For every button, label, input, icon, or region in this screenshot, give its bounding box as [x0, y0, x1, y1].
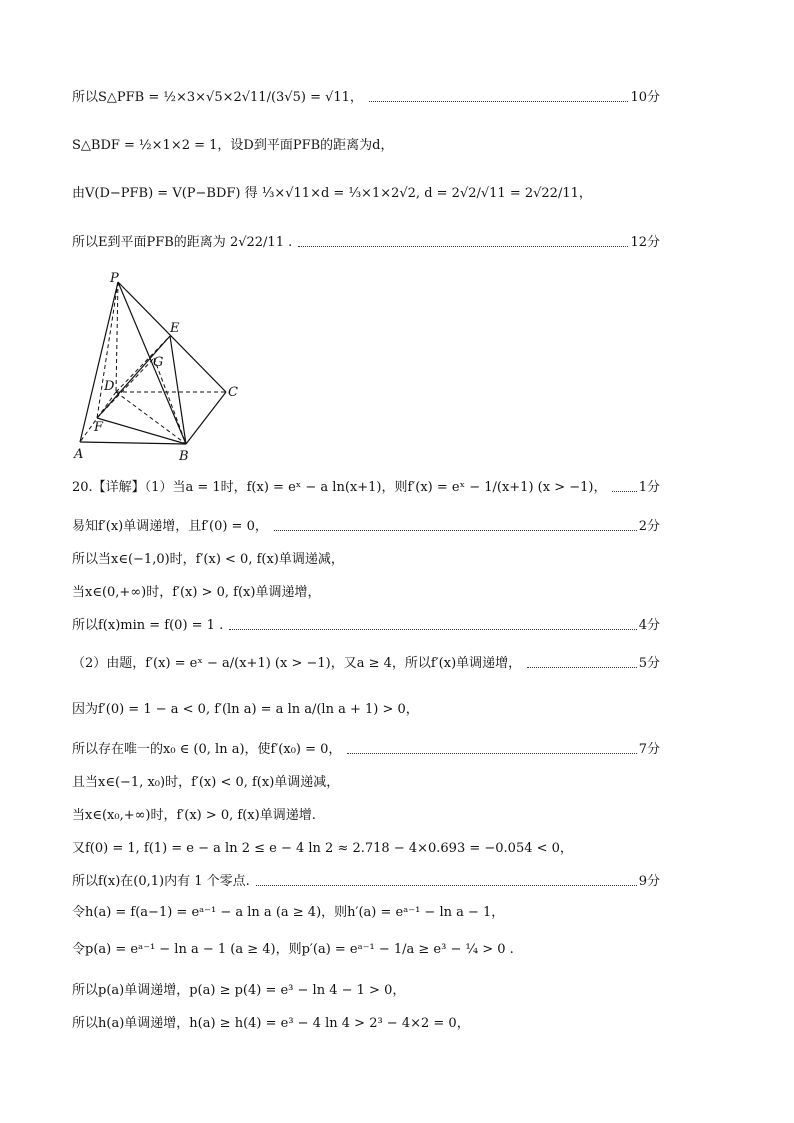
- solution-line-one-zero: [72, 872, 660, 892]
- dot-leader: [274, 529, 637, 531]
- solution-line-monotone: [72, 517, 660, 537]
- line-text: 因为f′(0) = 1 − a < 0, f′(ln a) = a ln a/(ln a + 1) > 0，: [72, 702, 419, 717]
- edge-fb: [97, 418, 186, 444]
- solution-line-decreasing: [72, 550, 660, 570]
- dot-leader: [229, 628, 636, 630]
- line-text: 当x∈(x₀,+∞)时，f′(x) > 0, f(x)单调递增.: [72, 808, 316, 823]
- label-p: P: [110, 271, 119, 286]
- solution-line-signs: [72, 700, 660, 720]
- label-b: B: [179, 449, 189, 464]
- edge-ab: [80, 442, 186, 444]
- line-text: 20.【详解】（1）当a = 1时，f(x) = eˣ − a ln(x+1)，则f′(x) = eˣ − 1/(x+1) (x > −1)，: [72, 480, 607, 495]
- line-text: 当x∈(0,+∞)时，f′(x) > 0, f(x)单调递增，: [72, 585, 321, 600]
- problem-20-part-2: [72, 654, 660, 674]
- dot-leader: [256, 884, 637, 886]
- score-label: 9分: [638, 874, 660, 889]
- edge-ef: [97, 336, 170, 418]
- score-label: 10分: [630, 90, 660, 105]
- edge-gb: [154, 358, 186, 444]
- line-text: 令p(a) = eᵃ⁻¹ − ln a − 1 (a ≥ 4)，则p′(a) = eᵃ⁻¹ − 1/a ≥ e³ − ¼ > 0 .: [72, 942, 514, 957]
- solution-line-min-value: [72, 616, 660, 636]
- dot-leader: [369, 100, 629, 102]
- line-text: 易知f′(x)单调递增，且f′(0) = 0，: [72, 519, 268, 534]
- dot-leader: [347, 752, 636, 754]
- label-f: F: [94, 420, 104, 435]
- line-text: 又f(0) = 1, f(1) = e − a ln 2 ≤ e − 4 ln 2 ≈ 2.718 − 4×0.693 = −0.054 < 0，: [72, 841, 573, 856]
- solution-line-decreasing-2: [72, 773, 660, 793]
- problem-20-part-1: [72, 478, 660, 498]
- solution-line-unique-zero: [72, 740, 660, 760]
- edge-pd: [116, 282, 118, 392]
- dot-leader: [527, 666, 637, 668]
- solution-line-define-p: [72, 940, 660, 960]
- label-d: D: [104, 379, 115, 394]
- line-text: 所以f(x)min = f(0) = 1 .: [72, 618, 224, 633]
- line-text: 所以E到平面PFB的距离为 2√22/11 .: [72, 235, 293, 250]
- solution-line-area-pfb: [72, 88, 660, 108]
- solution-line-increasing: [72, 583, 660, 603]
- line-text: 所以h(a)单调递增，h(a) ≥ h(4) = e³ − 4 ln 4 > 2³ − 4×2 = 0，: [72, 1016, 470, 1031]
- line-text: 所以S△PFB = ½×3×√5×2√11/(3√5) = √11，: [72, 90, 363, 105]
- label-a: A: [74, 447, 84, 462]
- dot-leader: [298, 245, 628, 247]
- score-label: 1分: [638, 480, 660, 495]
- solution-line-increasing-2: [72, 806, 660, 826]
- label-g: G: [153, 355, 164, 370]
- score-label: 4分: [638, 618, 660, 633]
- line-text: 且当x∈(−1, x₀)时，f′(x) < 0, f(x)单调递减，: [72, 775, 340, 790]
- pyramid-diagram: [66, 268, 256, 468]
- line-text: 所以存在唯一的x₀ ∈ (0, ln a)，使f′(x₀) = 0，: [72, 742, 342, 757]
- line-text: 所以当x∈(−1,0)时，f′(x) < 0, f(x)单调递减，: [72, 552, 344, 567]
- edge-eb: [170, 336, 186, 444]
- line-text: 所以f(x)在(0,1)内有 1 个零点.: [72, 874, 250, 889]
- line-text: 所以p(a)单调递增，p(a) ≥ p(4) = e³ − ln 4 − 1 > 0，: [72, 983, 406, 998]
- label-e: E: [170, 321, 180, 336]
- line-text: （2）由题，f′(x) = eˣ − a/(x+1) (x > −1)，又a ≥ 4，所以f′(x)单调递增，: [72, 656, 522, 671]
- solution-line-area-bdf: [72, 136, 660, 156]
- solution-line-p-increasing: [72, 981, 660, 1001]
- score-label: 7分: [638, 742, 660, 757]
- solution-line-h-increasing: [72, 1014, 660, 1034]
- label-c: C: [228, 385, 238, 400]
- line-text: 由V(D−PFB) = V(P−BDF) 得 ⅓×√11×d = ⅓×1×2√2, d = 2√2/√11 = 2√22/11，: [72, 186, 592, 201]
- edge-pb: [118, 282, 186, 444]
- solution-line-values: [72, 839, 660, 859]
- score-label: 12分: [630, 235, 660, 250]
- edge-bc: [186, 392, 226, 444]
- dot-leader: [612, 490, 636, 492]
- line-text: 令h(a) = f(a−1) = eᵃ⁻¹ − a ln a (a ≥ 4)，则h′(a) = eᵃ⁻¹ − ln a − 1，: [72, 905, 505, 920]
- score-label: 2分: [638, 519, 660, 534]
- solution-line-define-h: [72, 903, 660, 923]
- solution-line-distance-result: [72, 233, 660, 253]
- solution-line-volume-equation: [72, 184, 660, 204]
- score-label: 5分: [638, 656, 660, 671]
- line-text: S△BDF = ½×1×2 = 1，设D到平面PFB的距离为d，: [72, 138, 394, 153]
